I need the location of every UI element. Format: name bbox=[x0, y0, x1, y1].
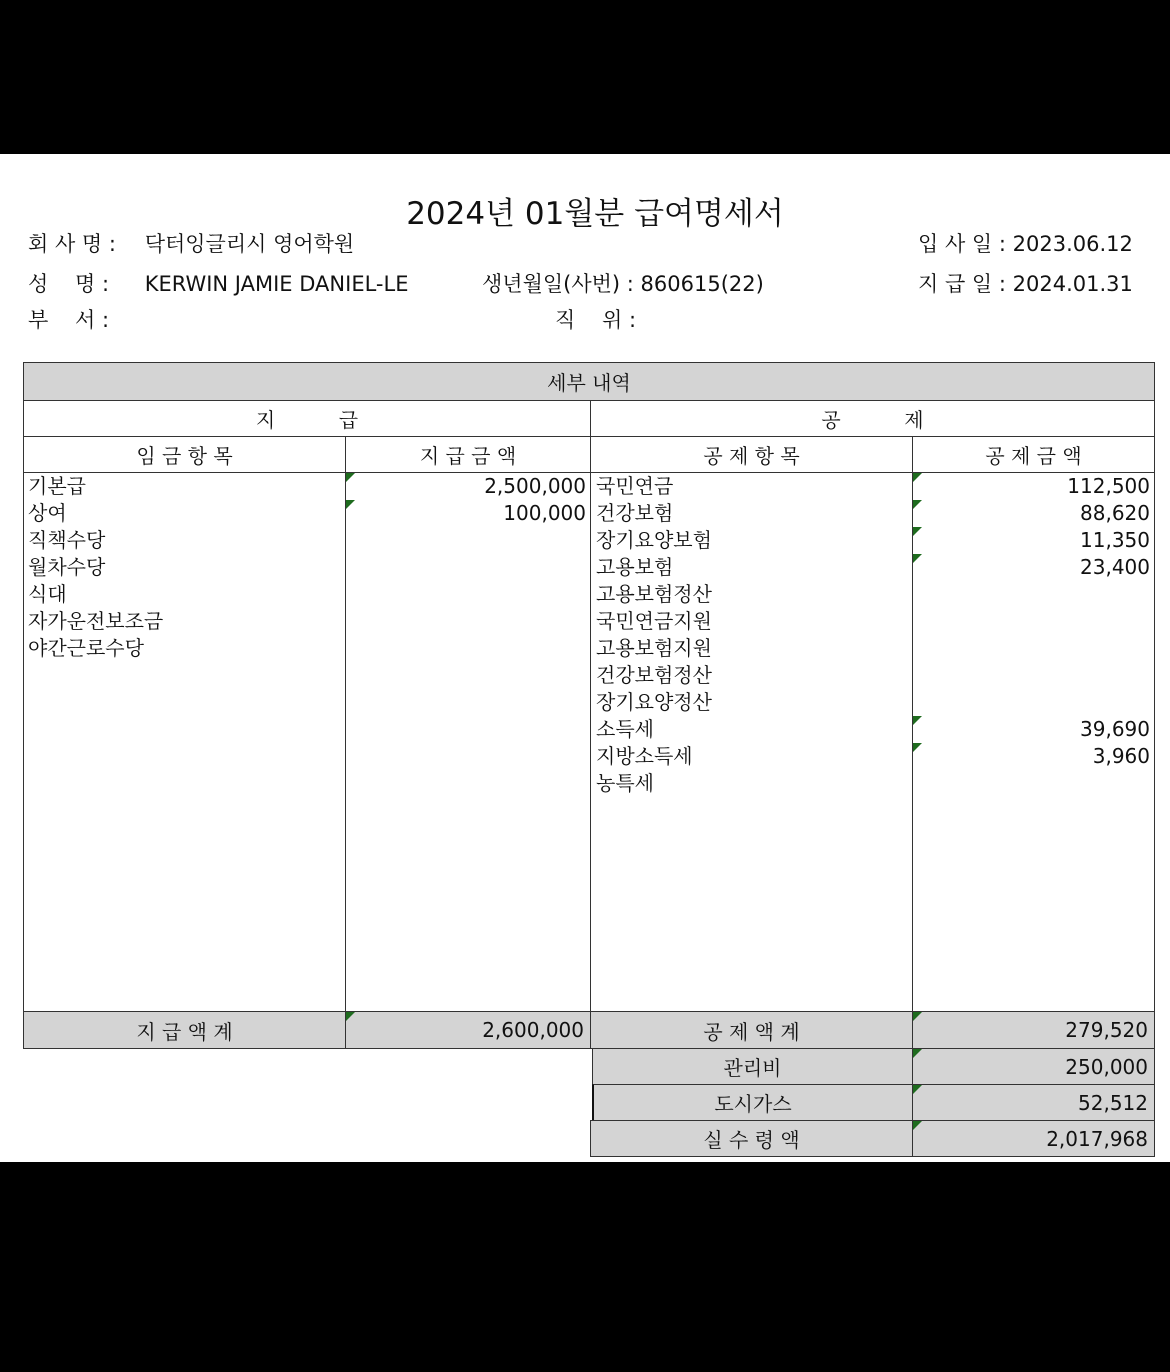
mgmt-label: 관리비 bbox=[592, 1048, 913, 1085]
pay-item-name: 식대 bbox=[28, 582, 67, 606]
pay-item-amount bbox=[350, 635, 586, 662]
pay-item-amount bbox=[350, 581, 586, 608]
deduct-item-amount: 112,500 bbox=[1067, 474, 1150, 498]
pay-date-row bbox=[918, 268, 1133, 298]
pay-item-name: 직책수당 bbox=[28, 528, 106, 552]
deduct-item-amount: 88,620 bbox=[1080, 501, 1150, 525]
deduct-item-name: 국민연금 bbox=[596, 474, 674, 498]
deduct-item-amount bbox=[917, 608, 1150, 635]
cell-marker-icon bbox=[913, 554, 922, 563]
cell-marker-icon bbox=[346, 500, 355, 509]
name-row bbox=[28, 268, 408, 298]
net-value: 2,017,968 bbox=[912, 1120, 1155, 1157]
deduct-item-amount bbox=[917, 662, 1150, 689]
pay-total-value: 2,600,000 bbox=[345, 1011, 591, 1049]
pay-item-name: 기본급 bbox=[28, 474, 86, 498]
deduct-item-amount bbox=[917, 635, 1150, 662]
col-pay-item: 임 금 항 목 bbox=[23, 436, 346, 473]
deduct-item-name: 농특세 bbox=[596, 771, 654, 795]
deduct-item-amount bbox=[917, 581, 1150, 608]
pay-item-amount bbox=[350, 608, 586, 635]
deduct-item-name: 장기요양보험 bbox=[596, 528, 712, 552]
cell-marker-icon bbox=[913, 716, 922, 725]
deduct-item-amount: 23,400 bbox=[1080, 555, 1150, 579]
deduct-item-amount: 3,960 bbox=[1092, 744, 1150, 768]
birth-row bbox=[482, 268, 764, 298]
pay-date-label: 지 급 일 : bbox=[918, 272, 1006, 296]
pay-total-label: 지 급 액 계 bbox=[23, 1011, 346, 1049]
deduct-item-name: 소득세 bbox=[596, 717, 654, 741]
deduct-item-amount: 11,350 bbox=[1080, 528, 1150, 552]
pay-item-amount: 100,000 bbox=[503, 501, 586, 525]
deduct-item-name: 지방소득세 bbox=[596, 744, 693, 768]
cell-marker-icon bbox=[913, 527, 922, 536]
cell-marker-icon bbox=[346, 1012, 355, 1021]
col-deduct-item: 공 제 항 목 bbox=[590, 436, 913, 473]
pay-item-name: 상여 bbox=[28, 501, 67, 525]
gas-value: 52,512 bbox=[912, 1084, 1155, 1121]
cell-marker-icon bbox=[913, 1012, 922, 1021]
pay-item-amount bbox=[350, 554, 586, 581]
cell-marker-icon bbox=[913, 1121, 922, 1130]
pay-date: 2024.01.31 bbox=[1012, 272, 1133, 296]
section-title: 세부 내역 bbox=[23, 362, 1155, 401]
pay-item-name: 자가운전보조금 bbox=[28, 609, 164, 633]
deduct-total-label: 공 제 액 계 bbox=[590, 1011, 913, 1049]
deduct-item-amount: 39,690 bbox=[1080, 717, 1150, 741]
company-name: 닥터잉글리시 영어학원 bbox=[144, 232, 355, 256]
deduct-item-name: 장기요양정산 bbox=[596, 690, 712, 714]
payslip-document bbox=[0, 154, 1170, 1162]
cell-marker-icon bbox=[913, 473, 922, 482]
deduct-header: 공 제 bbox=[590, 400, 1155, 437]
cell-marker-icon bbox=[913, 743, 922, 752]
deduct-item-amount bbox=[917, 689, 1150, 716]
hire-date: 2023.06.12 bbox=[1012, 232, 1133, 256]
pay-item-name: 월차수당 bbox=[28, 555, 106, 579]
company-row bbox=[28, 228, 354, 258]
deduct-item-name: 고용보험정산 bbox=[596, 582, 712, 606]
mgmt-value: 250,000 bbox=[912, 1048, 1155, 1085]
col-pay-amount: 지 급 금 액 bbox=[345, 436, 591, 473]
document-title: 2024년 01월분 급여명세서 bbox=[406, 196, 784, 232]
hire-label: 입 사 일 : bbox=[918, 232, 1006, 256]
pay-item-amount: 2,500,000 bbox=[484, 474, 586, 498]
cell-marker-icon bbox=[913, 1085, 922, 1094]
name-label: 성 명 : bbox=[28, 272, 110, 296]
pay-item-name: 야간근로수당 bbox=[28, 636, 144, 660]
deduct-item-amount bbox=[917, 770, 1150, 797]
deduct-item-name: 국민연금지원 bbox=[596, 609, 712, 633]
hire-row bbox=[918, 228, 1133, 258]
cell-marker-icon bbox=[346, 473, 355, 482]
employee-name: KERWIN JAMIE DANIEL-LE bbox=[144, 272, 409, 296]
dept-label: 부 서 : bbox=[28, 308, 110, 332]
deduct-item-name: 고용보험 bbox=[596, 555, 674, 579]
birth-value: 860615(22) bbox=[640, 272, 764, 296]
pay-item-amount bbox=[350, 527, 586, 554]
col-deduct-amount: 공 제 금 액 bbox=[912, 436, 1155, 473]
deduct-total-value: 279,520 bbox=[912, 1011, 1155, 1049]
net-label: 실 수 령 액 bbox=[590, 1120, 913, 1157]
deduct-item-name: 고용보험지원 bbox=[596, 636, 712, 660]
pay-header: 지 급 bbox=[23, 400, 591, 437]
company-label: 회 사 명 : bbox=[28, 232, 116, 256]
birth-label: 생년월일(사번) : bbox=[482, 272, 634, 296]
gas-label: 도시가스 bbox=[592, 1084, 913, 1121]
deduct-item-name: 건강보험 bbox=[596, 501, 674, 525]
deduct-item-name: 건강보험정산 bbox=[596, 663, 712, 687]
cell-marker-icon bbox=[913, 500, 922, 509]
cell-marker-icon bbox=[913, 1049, 922, 1058]
position-label: 직 위 : bbox=[555, 308, 637, 332]
